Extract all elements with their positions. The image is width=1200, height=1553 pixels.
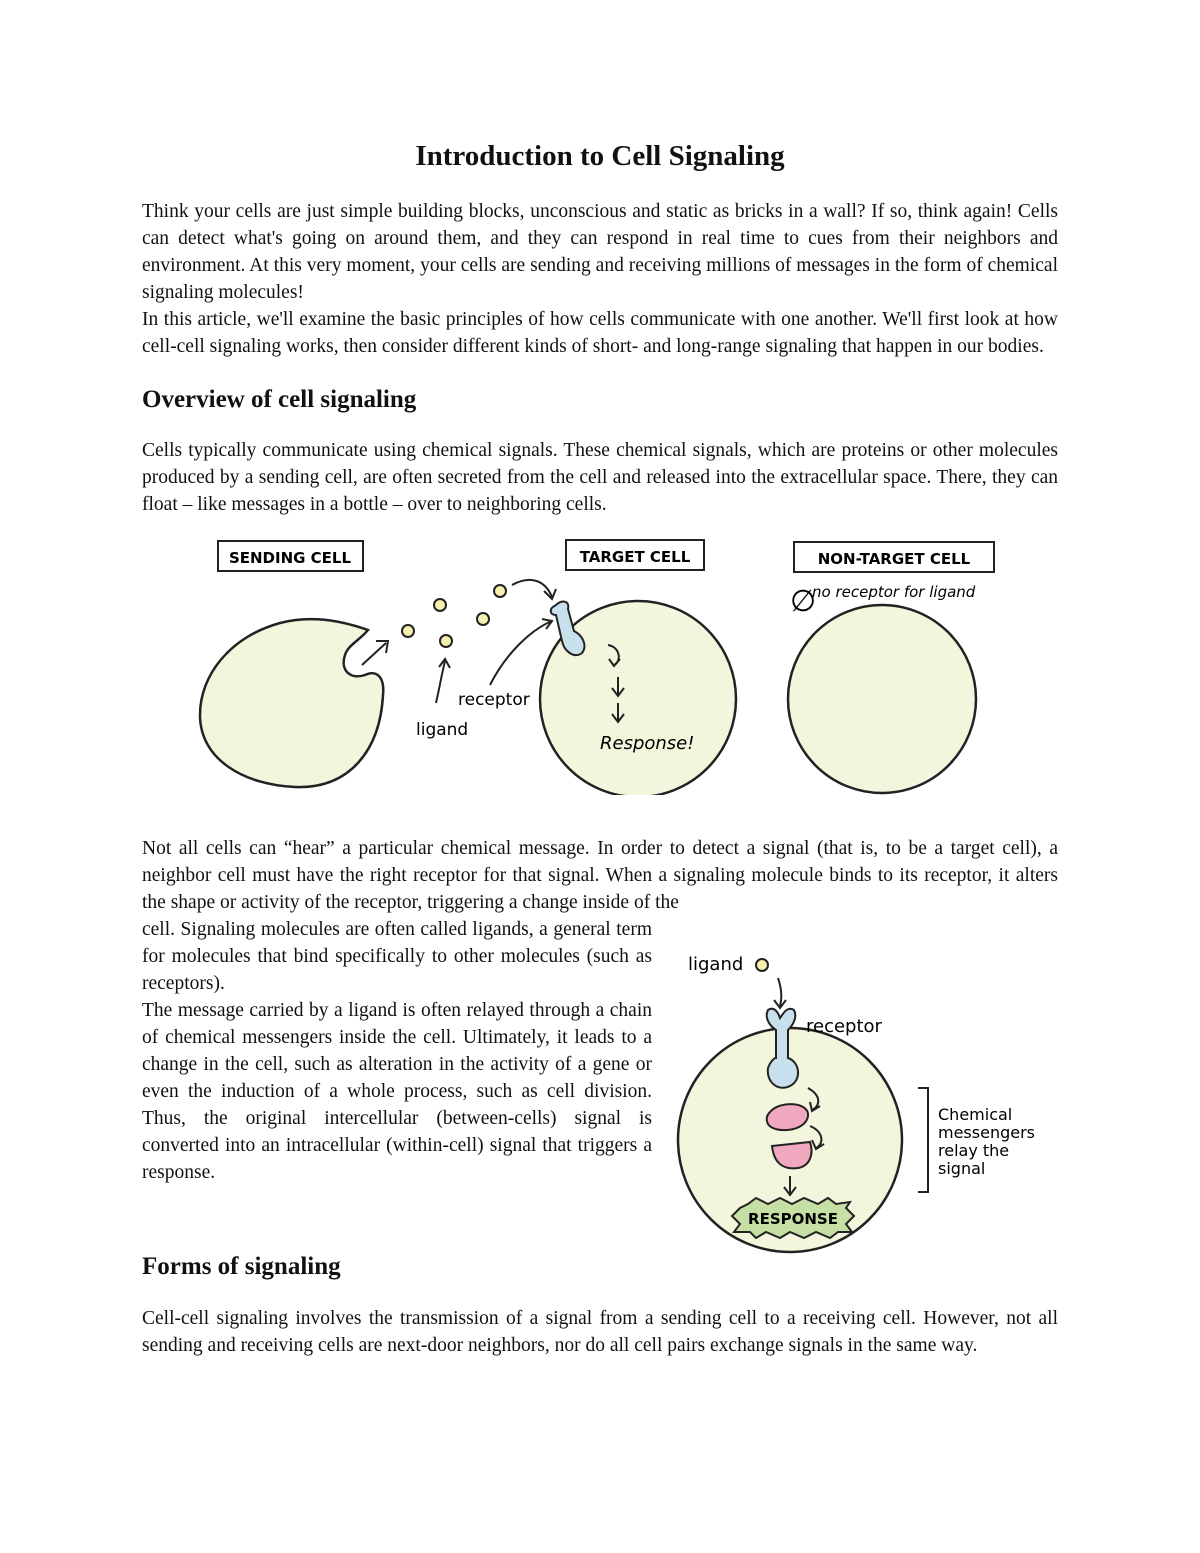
nontarget-cell-label: NON-TARGET CELL [817, 550, 971, 568]
bracket-label-line-3: relay the [938, 1141, 1010, 1160]
cell-signaling-figure [190, 535, 1020, 795]
ligand-molecules [402, 585, 506, 647]
overview-paragraph-2: Not all cells can “hear” a particular chemical message. In order to detect a signal (that is, to be a target cell), a neighbor cell must have the right receptor for that signal. When a signaling molecule binds to its receptor, it alters the shape or activity of the receptor, triggering a change inside of the [142, 838, 1058, 913]
relay-bracket [918, 1088, 928, 1192]
no-receptor-label: no receptor for ligand [812, 583, 976, 601]
nontarget-cell-label-box [794, 542, 994, 572]
sending-cell-label-box [218, 541, 363, 571]
target-cell-label-box [566, 540, 704, 570]
forms-paragraph-1: Cell-cell signaling involves the transmission of a signal from a sending cell to a receiving cell. However, not all sending and receiving cells are next-door neighbors, nor do all cell pairs exchange signals in the same way. [142, 1308, 1058, 1356]
bracket-label [938, 1105, 1040, 1178]
figure2-response-label: RESPONSE [748, 1210, 838, 1228]
bracket-label-line-2: messengers [938, 1123, 1035, 1142]
overview-paragraph-1: Cells typically communicate using chemical signals. These chemical signals, which are proteins or other molecules produced by a sending cell, are often secreted from the cell and released into the extracellular space. There, they can float – like messages in a bottle – over to neighboring cells. [142, 440, 1058, 515]
nontarget-cell [788, 605, 976, 793]
page-title: Introduction to Cell Signaling [415, 140, 785, 172]
null-symbol-icon: ∅ [790, 584, 817, 619]
forms-heading: Forms of signaling [142, 1253, 341, 1280]
bracket-label-line-1: Chemical [938, 1105, 1013, 1124]
overview-paragraph-2b: cell. Signaling molecules are often called ligands, a general term for molecules that bind specifically to other molecules (such as receptors). [142, 919, 652, 994]
figure2-ligand-label: ligand [688, 954, 744, 975]
sending-cell [200, 619, 383, 787]
ligand-label: ligand [416, 720, 469, 740]
response-label: Response! [600, 733, 695, 754]
bracket-label-line-4: signal [938, 1159, 986, 1178]
receptor-label: receptor [458, 690, 530, 710]
overview-heading: Overview of cell signaling [142, 386, 417, 413]
target-cell-label: TARGET CELL [579, 548, 691, 566]
intro-paragraph-1: Think your cells are just simple building blocks, unconscious and static as bricks in a wall? If so, think again! Cells can detect what's going on around them, and they can respond in real time to cues from their neighbors and environment. At this very moment, your cells are sending and receiving millions of messages in the form of chemical signaling molecules! [142, 201, 1058, 303]
overview-paragraph-3: The message carried by a ligand is often relayed through a chain of chemical messengers inside the cell. Ultimately, it leads to a change in the cell, such as alteration in the activity of a gene or even the induction of a whole process, such as cell division. Thus, the original intercellular (between-cells) signal is converted into an intracellular (within-cell) signal that triggers a response. [142, 1000, 652, 1183]
intro-paragraph-2: In this article, we'll examine the basic principles of how cells communicate with one another. We'll first look at how cell-cell signaling works, then consider different kinds of short- and long-range signaling that happen in our bodies. [142, 309, 1058, 357]
signal-relay-figure [670, 940, 1070, 1270]
sending-cell-label: SENDING CELL [228, 549, 352, 567]
figure2-receptor-label: receptor [806, 1016, 882, 1037]
